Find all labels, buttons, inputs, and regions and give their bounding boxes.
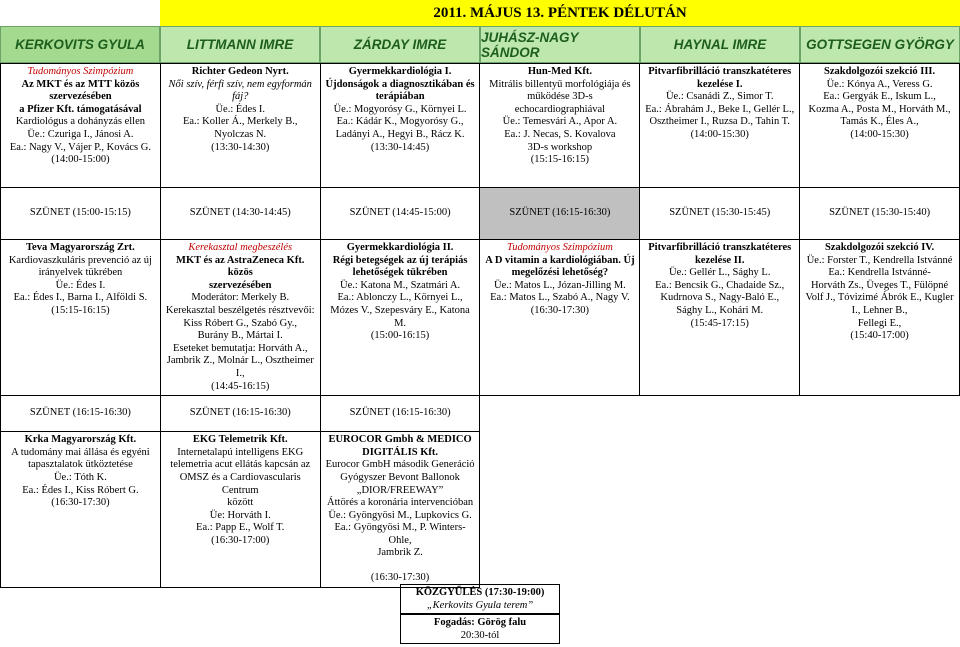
session-line: Üe.: Édes I.	[55, 279, 106, 291]
session-line: Krka Magyarország Kft.	[24, 434, 137, 446]
session-row-1	[1, 64, 960, 188]
session-line: kezelése I.	[696, 78, 743, 90]
session-line: A D vitamin a kardiológiában. Új	[485, 254, 635, 266]
empty-cell	[480, 396, 960, 432]
session-line: (14:00-15:00)	[51, 154, 110, 166]
session-line: (15:40-17:00)	[850, 330, 909, 342]
break-cell: SZÜNET (16:15-16:30)	[160, 396, 320, 432]
session-line: (15:15-16:15)	[51, 304, 110, 316]
session-line: I., Lehner B.,	[851, 304, 908, 316]
session-line: Osztheimer I., Ruzsa D., Tahin T.	[649, 116, 790, 128]
session-line: lehetőségek tükrében	[352, 267, 448, 279]
session-line: Kerekasztal beszélgetés résztvevői:	[165, 304, 315, 316]
session-line: Ea.: Papp E., Wolf T.	[196, 522, 285, 534]
break-cell: SZÜNET (14:30-14:45)	[160, 188, 320, 240]
session-line: Volf J., Tóvizimé Ábrók E., Kugler	[805, 292, 954, 304]
room-header-haynal: HAYNAL IMRE	[640, 26, 800, 63]
session-line: Üe.: Gyöngyösi M., Lupkovics G.	[328, 509, 472, 521]
session-line: OMSZ és a Cardiovascularis Centrum	[179, 471, 301, 496]
session-line	[324, 560, 477, 572]
session-line: Eurocor GmbH második Generáció	[325, 459, 475, 471]
session-line: között	[227, 497, 254, 509]
session-line: Horváth Zs., Üveges T., Fülöpné	[810, 279, 949, 291]
session-cell	[320, 64, 480, 188]
session-line: Ea.: Gergyák E., Iskum L.,	[823, 91, 936, 103]
session-line: (14:45-16:15)	[211, 380, 270, 392]
reception-box	[400, 614, 560, 644]
session-line: (15:45-17:15)	[690, 317, 749, 329]
session-cell	[320, 432, 480, 588]
session-line: irányelvek tükrében	[38, 267, 123, 279]
general-assembly-box	[400, 584, 560, 614]
session-line: Tudományos Szimpózium	[27, 66, 134, 77]
session-line: szervezésében	[209, 279, 272, 291]
reception-time: 20:30-tól	[460, 630, 500, 641]
session-line: kezelése II.	[694, 254, 745, 266]
session-line: Ea.: Kádár K., Mogyorósy G.,	[336, 116, 464, 128]
session-line: Női szív, férfi szív, nem egyformán	[168, 78, 312, 90]
break-cell: SZÜNET (14:45-15:00)	[320, 188, 480, 240]
session-line: Áttörés a koronária intervencióban	[327, 497, 474, 509]
session-cell	[640, 240, 800, 396]
session-line: Jambrik Z.	[377, 547, 423, 559]
session-line: Üe.: Tóth K.	[53, 471, 107, 483]
session-cell	[320, 240, 480, 396]
room-header-littmann: LITTMANN IMRE	[160, 26, 320, 63]
room-header-juhasz-nagy: JUHÁSZ-NAGY SÁNDOR	[480, 26, 640, 63]
session-line: Üe.: Gellér L., Sághy L.	[668, 267, 771, 279]
session-line: Ea.: Ábrahám J., Beke I., Gellér L.,	[645, 103, 795, 115]
session-line: Kozma A., Posta M., Horváth M.,	[808, 103, 951, 115]
session-line: tapasztalatok ütköztetése	[28, 459, 133, 471]
session-line: Jambrik Z., Molnár L., Osztheimer I.,	[166, 355, 314, 379]
session-line: DIGITÁLIS Kft.	[362, 446, 438, 458]
session-line: „DIOR/FREEWAY”	[356, 484, 444, 496]
session-line: Fellegi E.,	[857, 317, 902, 329]
session-line: Üe.: Édes I.	[215, 103, 266, 115]
session-line: Tudományos Szimpózium	[506, 242, 613, 253]
session-line: Üe.: Forster T., Kendrella Istvánné	[806, 254, 953, 266]
session-line: Burány B., Mártai I.	[197, 330, 283, 342]
session-line: működése 3D-s echocardiographiával	[514, 91, 606, 115]
session-line: Üe.: Matos L., Józan-Jilling M.	[493, 279, 626, 291]
session-line: (13:30-14:30)	[211, 141, 270, 153]
session-line: Üe.: Kónya A., Veress G.	[826, 78, 933, 90]
schedule-table	[0, 63, 960, 588]
room-header-row	[0, 26, 960, 63]
session-line: Tamás K., Éles A.,	[840, 116, 919, 128]
session-line: Mitrális billentyű morfológiája és	[489, 78, 631, 90]
session-line: szervezésében	[49, 91, 112, 103]
session-line: EUROCOR Gmbh & MEDICO	[328, 434, 472, 446]
session-line: Kardiológus a dohányzás ellen	[15, 116, 145, 128]
session-line: (14:00-15:30)	[690, 128, 749, 140]
session-cell	[160, 240, 320, 396]
session-line: terápiában	[375, 91, 425, 103]
room-header-zarday: ZÁRDAY IMRE	[320, 26, 480, 63]
session-line: Az MKT és az MTT közös	[21, 78, 140, 90]
session-line: Üe.: Temesvári A., Apor A.	[502, 116, 618, 128]
session-line: (16:30-17:30)	[51, 497, 110, 509]
session-line: Hun-Med Kft.	[527, 66, 592, 77]
session-line: MKT és az AstraZeneca Kft. közös	[176, 254, 305, 279]
session-line: Szakdolgozói szekció IV.	[824, 242, 935, 253]
session-line: Gyermekkardiológia I.	[348, 66, 452, 77]
session-line: Üe: Horváth I.	[209, 509, 271, 521]
session-line: Ladányi A., Hegyi B., Rácz K.	[335, 128, 465, 140]
room-header-gottsegen: GOTTSEGEN GYÖRGY	[800, 26, 960, 63]
session-cell	[160, 64, 320, 188]
break-row-1	[1, 188, 960, 240]
general-assembly-room: „Kerkovits Gyula terem”	[426, 600, 534, 611]
session-cell	[800, 64, 960, 188]
break-cell: SZÜNET (15:00-15:15)	[1, 188, 161, 240]
session-line: Sághy L., Kohári M.	[676, 304, 764, 316]
session-line: a Pfizer Kft. támogatásával	[19, 103, 142, 115]
session-line: (16:30-17:30)	[370, 572, 430, 584]
session-line: Ea.: Bencsik G., Chadaide Sz.,	[655, 279, 785, 291]
session-line: Kudrnova S., Nagy-Baló E.,	[660, 292, 780, 304]
session-cell	[640, 64, 800, 188]
break-cell: SZÜNET (15:30-15:40)	[800, 188, 960, 240]
session-cell	[1, 432, 161, 588]
break-row-2	[1, 396, 960, 432]
session-line: 3D-s workshop	[527, 141, 593, 153]
session-line: Régi betegségek az új terápiás	[332, 254, 468, 266]
session-line: (16:30-17:30)	[530, 304, 590, 316]
session-line: Pitvarfibrilláció transzkatéteres	[648, 66, 792, 77]
session-line: Kiss Róbert G., Szabó Gy.,	[183, 317, 298, 329]
session-line: Pitvarfibrilláció transzkatéteres	[648, 242, 792, 253]
session-line: Eseteket bemutatja: Horváth A.,	[173, 342, 308, 354]
session-line: (15:15-16:15)	[530, 154, 590, 166]
session-line: megelőzési lehetőség?	[511, 267, 609, 279]
session-line: Ea.: Koller Á., Merkely B.,	[182, 116, 298, 128]
session-cell	[1, 240, 161, 396]
empty-cell	[480, 432, 960, 588]
session-line: Kardiovaszkuláris prevenció az új	[8, 254, 152, 266]
session-row-2	[1, 240, 960, 396]
session-line: fáj?	[232, 91, 249, 103]
session-line: Üe.: Katona M., Szatmári A.	[340, 279, 461, 291]
session-line: Gyermekkardiológia II.	[346, 242, 454, 253]
break-cell: SZÜNET (16:15-16:30)	[1, 396, 161, 432]
session-line: Richter Gedeon Nyrt.	[191, 66, 289, 77]
session-line: Nyolczas N.	[214, 128, 267, 140]
session-cell	[1, 64, 161, 188]
session-line: (13:30-14:45)	[370, 141, 430, 153]
session-line: Ea.: Ablonczy L., Környei L.,	[337, 292, 463, 304]
session-cell	[160, 432, 320, 588]
session-line: (16:30-17:00)	[211, 534, 270, 546]
session-line: Újdonságok a diagnosztikában és	[325, 78, 475, 90]
session-line: telemetria acut ellátás kapcsán az	[170, 459, 311, 471]
session-line: Ea.: Édes I., Barna I., Alföldi S.	[13, 292, 148, 304]
session-cell	[800, 240, 960, 396]
session-line: Ea.: Édes I., Kiss Róbert G.	[22, 484, 139, 496]
session-line: Mózes V., Szepesváry E., Katona M.	[330, 304, 470, 329]
session-line: EKG Telemetrik Kft.	[192, 434, 288, 446]
session-line: Szakdolgozói szekció III.	[824, 66, 936, 77]
reception-title: Fogadás: Görög falu	[433, 617, 527, 628]
session-line: Gyógyszer Bevont Ballonok	[340, 471, 460, 483]
session-line: Ea.: Gyöngyösi M., P. Winters-Ohle,	[334, 522, 466, 546]
session-cell	[480, 240, 640, 396]
session-line: (14:00-15:30)	[850, 128, 909, 140]
session-line: Üe.: Czuriga I., Jánosi A.	[27, 128, 134, 140]
break-cell: SZÜNET (16:15-16:30)	[480, 188, 640, 240]
session-line: Kerekasztal megbeszélés	[188, 242, 293, 253]
general-assembly-title: KÖZGYŰLÉS (17:30-19:00)	[415, 587, 545, 598]
session-line: Üe.: Mogyorósy G., Környei L.	[333, 103, 467, 115]
break-cell: SZÜNET (16:15-16:30)	[320, 396, 480, 432]
session-line: Ea.: J. Necas, S. Kovalova	[504, 128, 616, 140]
session-line: (15:00-16:15)	[370, 330, 430, 342]
break-cell: SZÜNET (15:30-15:45)	[640, 188, 800, 240]
session-line: Internetalapú intelligens EKG	[177, 446, 304, 458]
page-title: 2011. MÁJUS 13. PÉNTEK DÉLUTÁN	[160, 0, 960, 26]
session-cell	[480, 64, 640, 188]
session-line: Teva Magyarország Zrt.	[26, 242, 135, 253]
session-line: Moderátor: Merkely B.	[191, 292, 290, 304]
room-header-kerkovits: KERKOVITS GYULA	[0, 26, 160, 63]
session-line: Ea.: Nagy V., Vájer P., Kovács G.	[9, 141, 151, 153]
session-row-3	[1, 432, 960, 588]
session-line: Ea.: Matos L., Szabó A., Nagy V.	[490, 292, 630, 304]
session-line: Ea.: Kendrella Istvánné-	[828, 267, 931, 279]
session-line: A tudomány mai állása és egyéni	[11, 446, 150, 458]
session-line: Üe.: Csanádi Z., Simor T.	[665, 91, 774, 103]
